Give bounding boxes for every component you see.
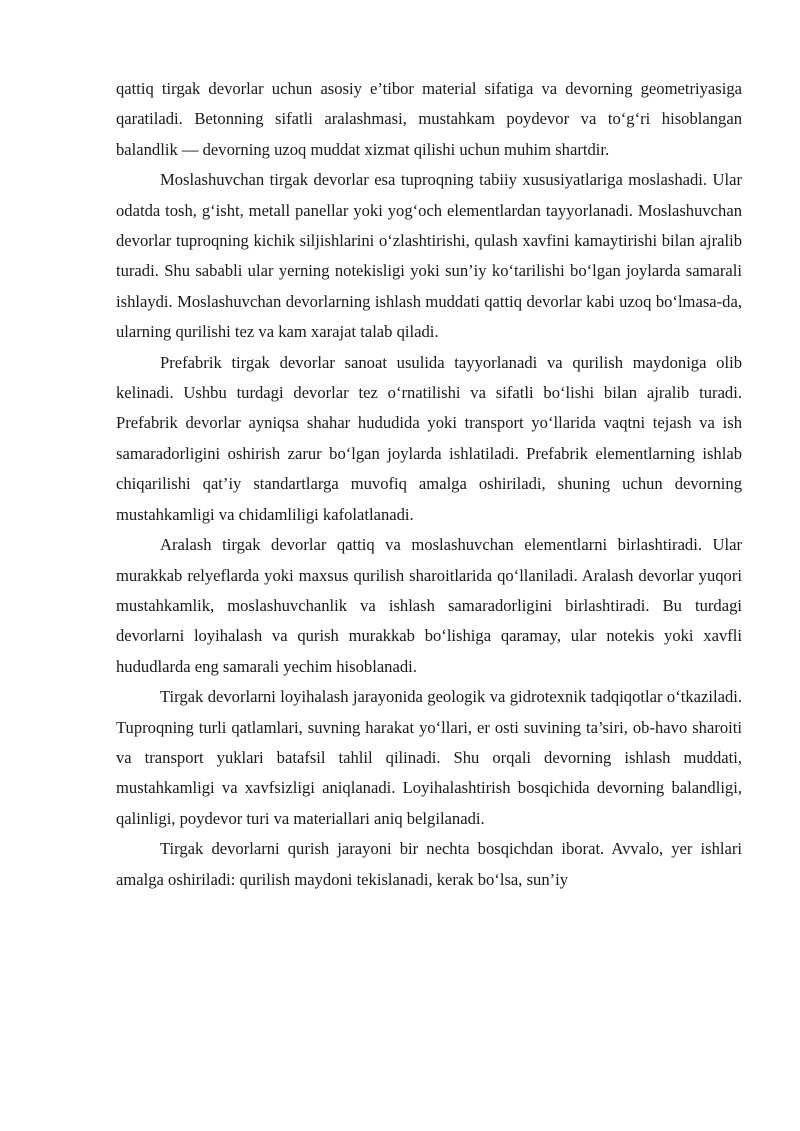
paragraph-design-process: Tirgak devorlarni loyihalash jarayonida geologik va gidrotexnik tadqiqotlar o‘tkaziladi. Tuproqning turli qatlamlari, suvning harakat yo‘llari, er osti suvining ta’siri, ob-havo sharoiti va transport yuklari batafsil tahlil qilinadi. Shu orqali devorning ishlash muddati, mustahkamligi va xavfsizligi aniqlanadi. Loyihalashtirish bosqichida devorning balandligi, qalinligi, poydevor turi va materiallari aniq belgilanadi. bbox=[116, 687, 742, 828]
paragraph-flexible-walls: Moslashuvchan tirgak devorlar esa tuproqning tabiiy xususiyatlariga moslashadi. Ular odatda tosh, g‘isht, metall panellar yoki yog‘och elementlardan tayyorlanadi. Moslashuvchan devorlar tuproqning kichik siljishlarini o‘zlashtirishi, qulash xavfini kamaytirishi bilan ajralib turadi. Shu sababli ular yerning notekisligi yoki sun’iy ko‘tarilishi bo‘lgan joylarda samarali ishlaydi. Moslashuvchan devorlarning ishlash muddati qattiq devorlar kabi uzoq bo‘lmasa-da, ularning qurilishi tez va kam xarajat talab qiladi. bbox=[116, 170, 742, 342]
paragraph-mixed-walls: Aralash tirgak devorlar qattiq va moslashuvchan elementlarni birlashtiradi. Ular murakkab relyeflarda yoki maxsus qurilish sharoitlarida qo‘llaniladi. Aralash devorlar yuqori mustahkamlik, moslashuvchanlik va ishlash samaradorligini birlashtiradi. Bu turdagi devorlarni loyihalash va qurish murakkab bo‘lishiga qaramay, ular notekis yoki xavfli hududlarda eng samarali yechim hisoblanadi. bbox=[116, 535, 742, 676]
document-page bbox=[116, 74, 742, 895]
paragraph-prefab-walls: Prefabrik tirgak devorlar sanoat usulida tayyorlanadi va qurilish maydoniga olib kelinadi. Ushbu turdagi devorlar tez o‘rnatilishi va sifatli bo‘lishi bilan ajralib turadi. Prefabrik devorlar ayniqsa shahar hududida yoki transport yo‘llarida vaqtni tejash va ish samaradorligini oshirish zarur bo‘lgan joylarda ishlatiladi. Prefabrik elementlarning ishlab chiqarilishi qat’iy standartlarga muvofiq amalga oshiriladi, shuning uchun devorning mustahkamligi va chidamliligi kafolatlanadi. bbox=[116, 352, 742, 524]
paragraph-construction-process: Tirgak devorlarni qurish jarayoni bir nechta bosqichdan iborat. Avvalo, yer ishlari amalga oshiriladi: qurilish maydoni tekislanadi, kerak bo‘lsa, sun’iy bbox=[116, 839, 742, 889]
paragraph-rigid-walls-continued: qattiq tirgak devorlar uchun asosiy e’tibor material sifatiga va devorning geometriyasiga qaratiladi. Betonning sifatli aralashmasi, mustahkam poydevor va to‘g‘ri hisoblangan balandlik — devorning uzoq muddat xizmat qilishi uchun muhim shartdir. bbox=[116, 79, 742, 159]
